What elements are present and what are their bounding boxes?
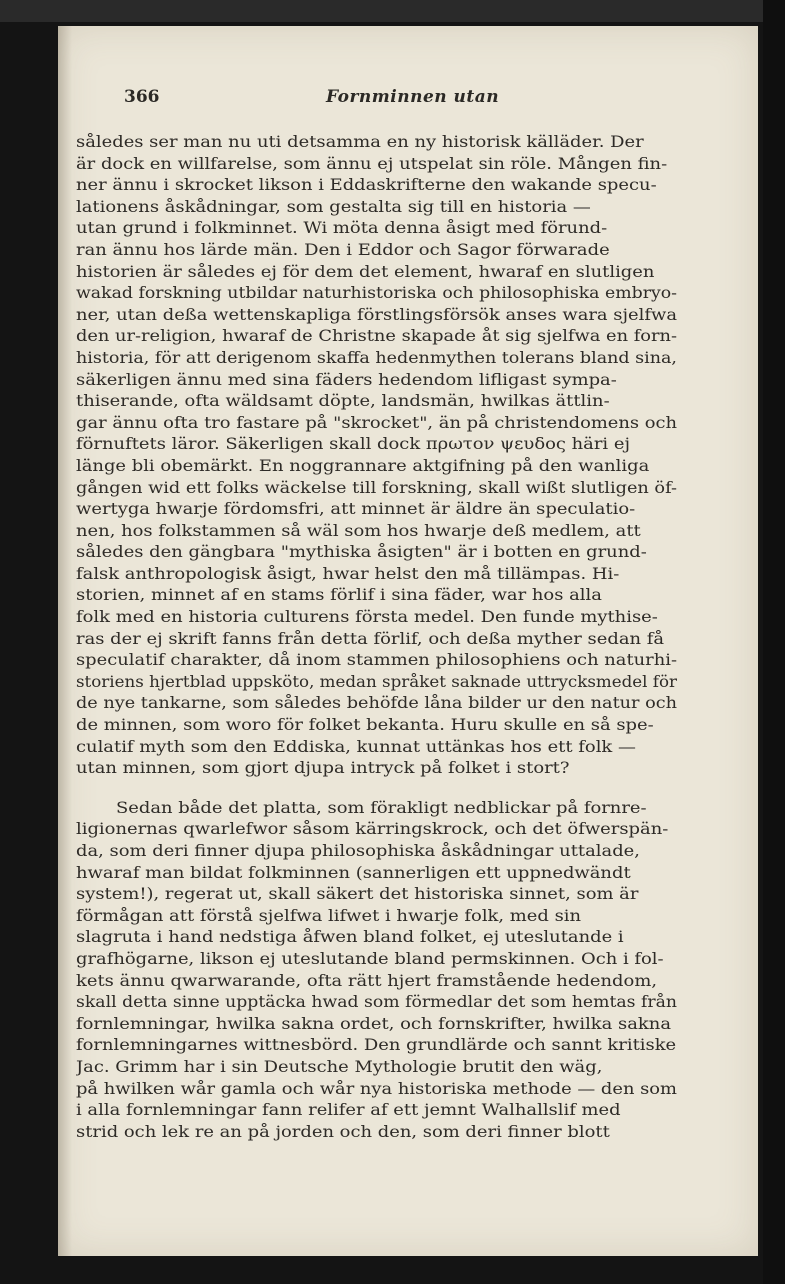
text-line: Jac. Grimm har i sin Deutsche Mythologie brutit den wäg, bbox=[76, 1056, 603, 1076]
text-line: utan grund i folkminnet. Wi möta denna åsigt med förund- bbox=[76, 218, 608, 238]
text-line: historien är således ej för dem det element, hwaraf en slutligen bbox=[76, 261, 655, 281]
text-line: ligionernas qwarlefwor såsom kärringskrock, och det öfwerspän- bbox=[76, 819, 669, 839]
text-line: ner ännu i skrocket likson i Eddaskrifterne den wakande specu- bbox=[76, 175, 657, 195]
paragraph-2 bbox=[76, 797, 677, 1143]
body-text bbox=[76, 131, 677, 1142]
text-line: förmågan att förstå sjelfwa lifwet i hwarje folk, med sin bbox=[76, 905, 582, 925]
text-line: således den gängbara "mythiska åsigten" är i botten en grund- bbox=[76, 542, 647, 562]
text-line: kets ännu qwarwarande, ofta rätt hjert framstående hedendom, bbox=[76, 970, 658, 990]
text-line: da, som deri finner djupa philosophiska åskådningar uttalade, bbox=[76, 841, 640, 860]
text-line: utan minnen, som gjort djupa intryck på folket i stort? bbox=[76, 758, 570, 778]
text-line: gar ännu ofta tro fastare på "skrocket", än på christendomens och bbox=[76, 412, 677, 432]
text-line: gången wid ett folks wäckelse till forskning, skall wißt slutligen öf- bbox=[76, 477, 677, 497]
text-line: Sedan både det platta, som förakligt nedblickar på fornre- bbox=[116, 797, 647, 817]
text-line: storien, minnet af en stams förlif i sina fäder, war hos alla bbox=[76, 585, 602, 605]
text-line: länge bli obemärkt. En noggrannare aktgifning på den wanliga bbox=[76, 455, 650, 475]
text-line: thiserande, ofta wäldsamt döpte, landsmän, hwilkas ättlin- bbox=[76, 391, 610, 411]
text-line: lationens åskådningar, som gestalta sig till en historia — bbox=[76, 196, 591, 216]
text-line: folk med en historia culturens första medel. Den funde mythise- bbox=[76, 607, 658, 627]
text-line: slagruta i hand nedstiga åfwen bland folket, ej uteslutande i bbox=[76, 927, 624, 947]
text-line: ran ännu hos lärde män. Den i Eddor och Sagor förwarade bbox=[76, 239, 610, 259]
page-header bbox=[124, 87, 624, 113]
text-line: är dock en willfarelse, som ännu ej utspelat sin röle. Mången fin- bbox=[76, 153, 668, 173]
text-line: säkerligen ännu med sina fäders hedendom lifligast sympa- bbox=[76, 369, 617, 389]
text-line: strid och lek re an på jorden och den, som deri finner blott bbox=[76, 1121, 610, 1141]
text-line: grafhögarne, likson ej uteslutande bland permskinnen. Och i fol- bbox=[76, 948, 664, 968]
text-line: ner, utan deßa wettenskapliga förstlingsförsök anses wara sjelfwa bbox=[76, 304, 677, 324]
text-line: i alla fornlemningar fann relifer af ett jemnt Walhallslif med bbox=[76, 1100, 621, 1120]
text-line: förnuftets läror. Säkerligen skall dock πρωτον ψευδος häri ej bbox=[76, 434, 631, 454]
text-line: de nye tankarne, som således behöfde låna bilder ur den natur och bbox=[76, 693, 677, 713]
text-line: ras der ej skrift fanns från detta förlif, och deßa myther sedan få bbox=[76, 628, 665, 648]
text-line: system!), regerat ut, skall säkert det historiska sinnet, som är bbox=[76, 884, 639, 904]
text-line: speculatif charakter, då inom stammen philosophiens och naturhi- bbox=[76, 650, 677, 670]
text-line: fornlemningar, hwilka sakna ordet, och fornskrifter, hwilka sakna bbox=[76, 1013, 671, 1033]
text-line: historia, för att derigenom skaffa hedenmythen tolerans bland sina, bbox=[76, 347, 677, 367]
text-line: de minnen, som woro för folket bekanta. Huru skulle en så spe- bbox=[76, 715, 654, 735]
text-line: således ser man nu uti detsamma en ny historisk källäder. Der bbox=[76, 132, 644, 151]
text-line: fornlemningarnes wittnesbörd. Den grundlärde och sannt kritiske bbox=[76, 1035, 677, 1055]
text-line: wertyga hwarje fördomsfri, att minnet är äldre än speculatio- bbox=[76, 499, 636, 519]
text-line: nen, hos folkstammen så wäl som hos hwarje deß medlem, att bbox=[76, 520, 641, 540]
scan-border-right bbox=[763, 0, 785, 1284]
text-line: falsk anthropologisk åsigt, hwar helst den må tillämpas. Hi- bbox=[76, 563, 620, 583]
running-title: Fornminnen utan bbox=[326, 87, 500, 107]
text-line: hwaraf man bildat folkminnen (sannerligen ett uppnedwändt bbox=[76, 862, 631, 882]
text-line: storiens hjertblad uppsköto, medan språket saknade uttrycksmedel för bbox=[76, 671, 677, 691]
paragraph-1 bbox=[76, 131, 677, 779]
paragraph-gap bbox=[76, 779, 677, 797]
text-line: skall detta sinne upptäcka hwad som förmedlar det som hemtas från bbox=[76, 992, 677, 1012]
text-line: wakad forskning utbildar naturhistoriska och philosophiska embryo- bbox=[76, 283, 677, 303]
page-number: 366 bbox=[124, 87, 160, 107]
text-line: den ur-religion, hwaraf de Christne skapade åt sig sjelfwa en forn- bbox=[76, 326, 677, 346]
scan-border-top bbox=[0, 0, 785, 22]
text-line: culatif myth som den Eddiska, kunnat uttänkas hos ett folk — bbox=[76, 736, 636, 756]
text-line: på hwilken wår gamla och wår nya historiska methode — den som bbox=[76, 1078, 677, 1098]
